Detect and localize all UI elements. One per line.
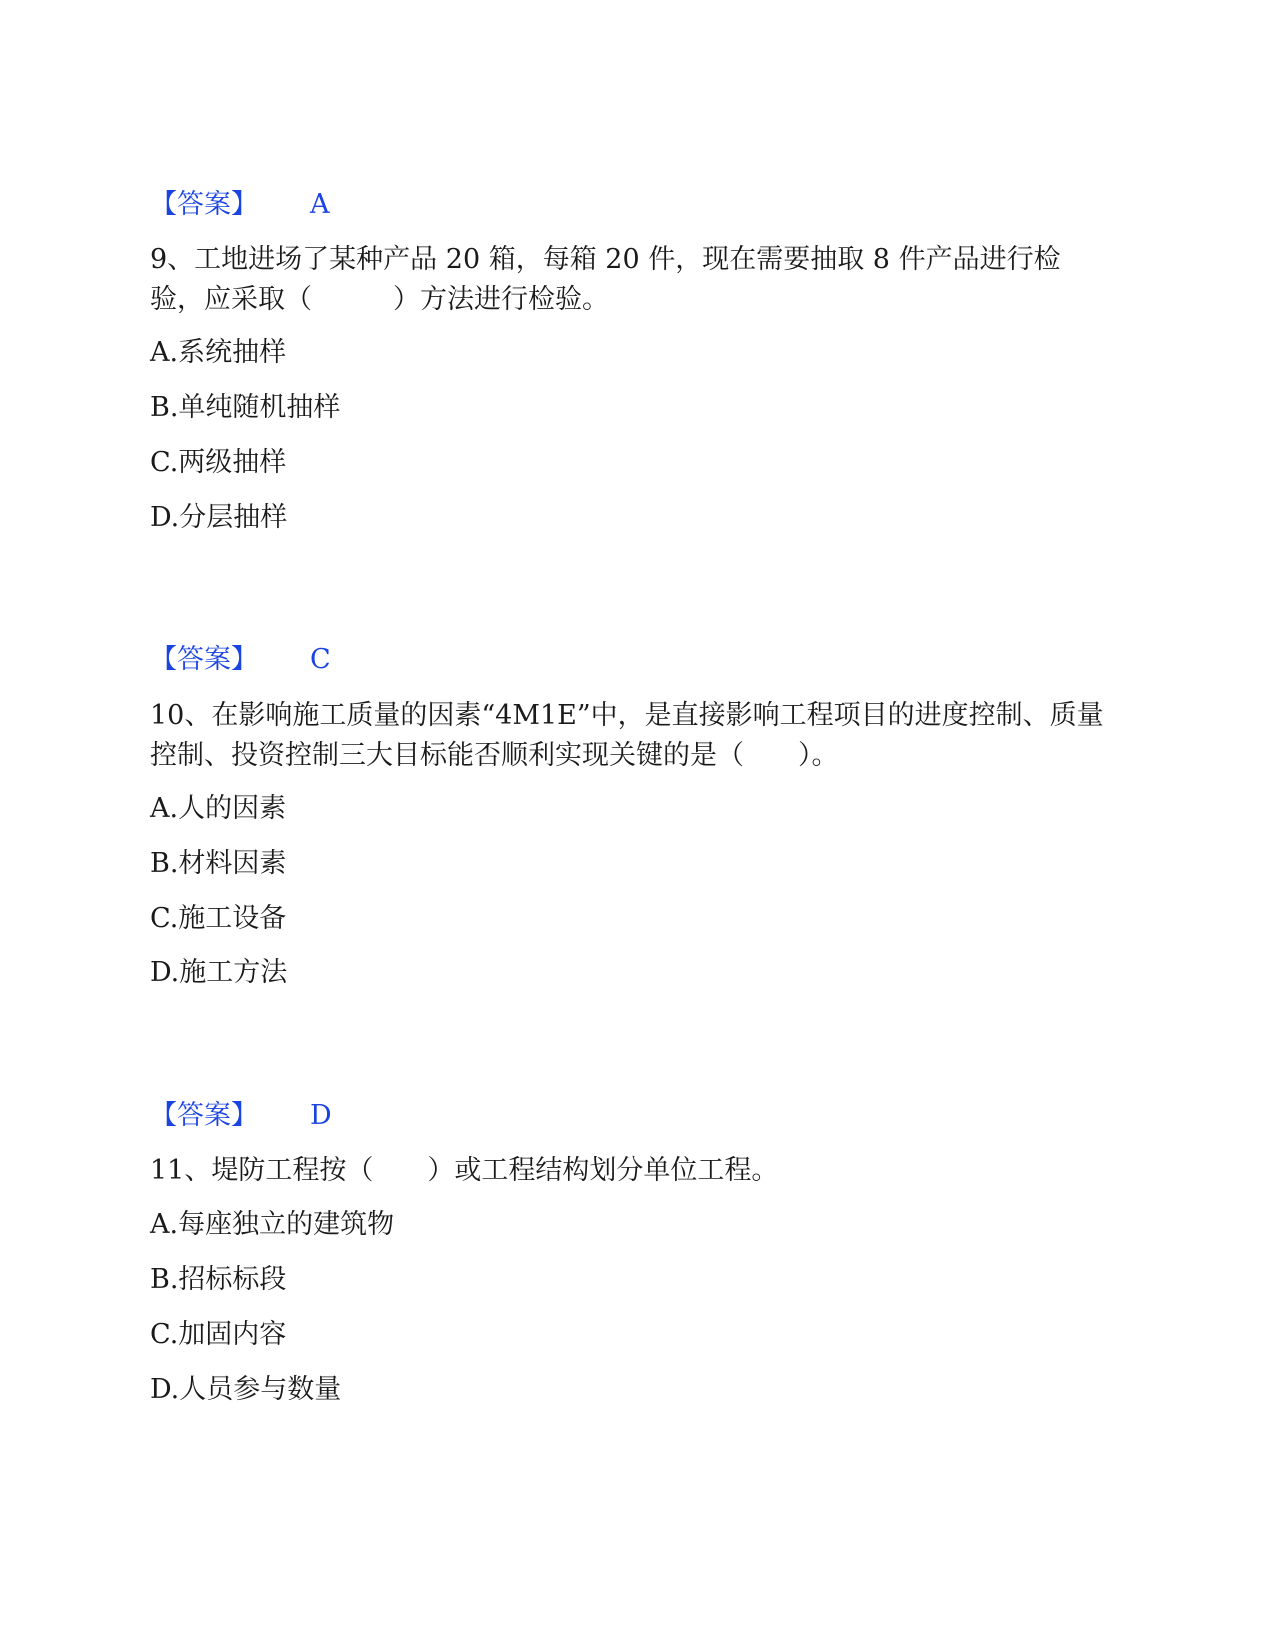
answer-value: C xyxy=(310,644,331,675)
question-text: 10、在影响施工质量的因素“4M1E”中，是直接影响工程项目的进度控制、质量控制、投资控制三大目标能否顺利实现关键的是（ ）。 xyxy=(150,700,1104,771)
option-a: A.系统抽样 xyxy=(150,337,287,368)
answer-label: 【答案】 xyxy=(150,189,258,220)
answer-label: 【答案】 xyxy=(150,1100,258,1131)
answer-line xyxy=(150,188,330,222)
option-c: C.加固内容 xyxy=(150,1319,287,1350)
option-a: A.每座独立的建筑物 xyxy=(150,1209,395,1240)
question-text: 11、堤防工程按（ ）或工程结构划分单位工程。 xyxy=(150,1155,779,1186)
option-c: C.两级抽样 xyxy=(150,447,287,478)
answer-label: 【答案】 xyxy=(150,644,258,675)
option-d: D.施工方法 xyxy=(150,957,288,988)
question-text: 9、工地进场了某种产品 20 箱，每箱 20 件，现在需要抽取 8 件产品进行检验，应采取（ ）方法进行检验。 xyxy=(150,244,1061,315)
answer-line xyxy=(150,1099,332,1133)
option-a: A.人的因素 xyxy=(150,793,287,824)
option-b: B.材料因素 xyxy=(150,848,287,879)
option-c: C.施工设备 xyxy=(150,903,287,934)
option-d: D.分层抽样 xyxy=(150,502,288,533)
option-b: B.招标标段 xyxy=(150,1264,287,1295)
answer-value: A xyxy=(310,189,330,220)
option-d: D.人员参与数量 xyxy=(150,1374,342,1405)
answer-line xyxy=(150,643,331,677)
answer-value: D xyxy=(310,1100,332,1131)
option-b: B.单纯随机抽样 xyxy=(150,392,341,423)
